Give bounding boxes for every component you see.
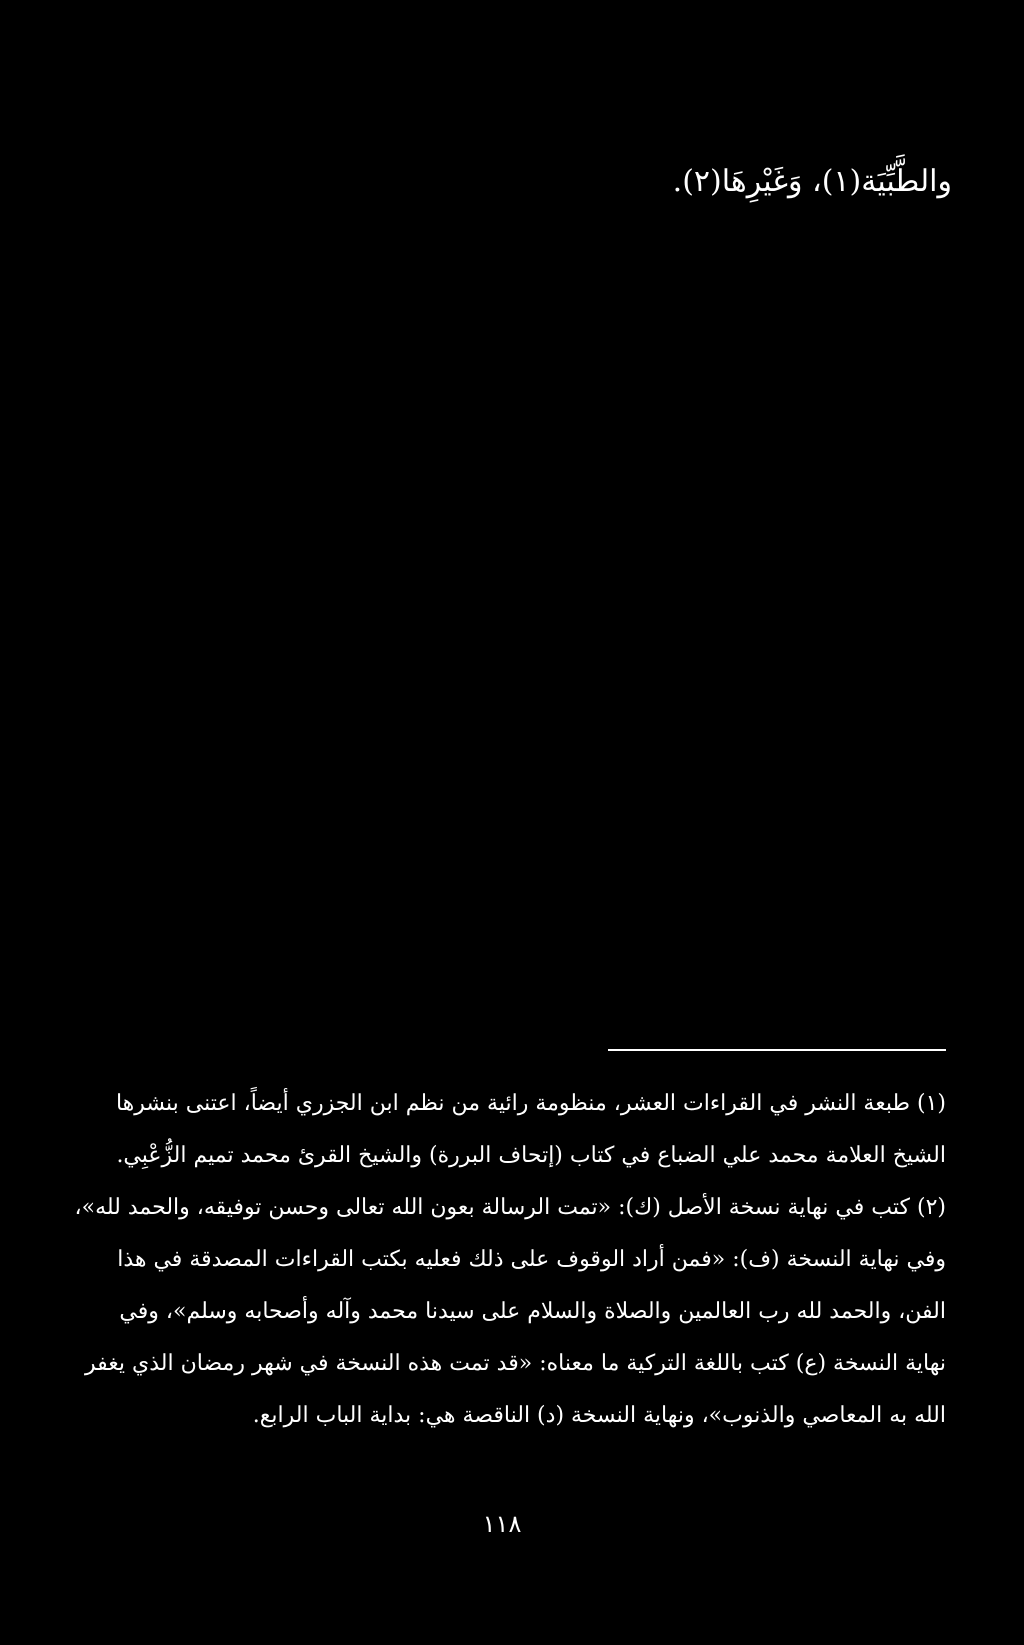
footnote-marker: (١): [916, 1091, 946, 1116]
footnotes: [72, 1078, 946, 1442]
footnote-1: [72, 1078, 946, 1182]
footnote-2: [72, 1182, 946, 1442]
footnote-marker: (٢): [916, 1195, 946, 1220]
footnote-text: طبعة النشر في القراءات العشر، منظومة رائية من نظم ابن الجزري أيضاً، اعتنى بنشرها الشيخ العلامة محمد علي الضباع في كتاب (إتحاف البررة) والشيخ القرئ محمد تميم الزُّعْبِي.: [115, 1091, 946, 1168]
body-text: [72, 160, 952, 204]
footnote-separator: [608, 1049, 946, 1051]
footnote-text: كتب في نهاية نسخة الأصل (ك): «تمت الرسالة بعون الله تعالى وحسن توفيقه، والحمد لله»، وفي نهاية النسخة (ف): «فمن أراد الوقوف على ذلك فعليه بكتب القراءات المصدقة في هذا الفن، والحمد لله رب العالمين والصلاة والسلام على سيدنا محمد وآله وأصحابه وسلم»، وفي نهاية النسخة (ع) كتب باللغة التركية ما معناه: «قد تمت هذه النسخة في شهر رمضان الذي يغفر الله به المعاصي والذنوب»، ونهاية النسخة (د) الناقصة هي: بداية الباب الرابع.: [74, 1195, 946, 1428]
page-number: ١١٨: [482, 1510, 522, 1538]
body-line: والطَّبِّيَة(١)، وَغَيْرِهَا(٢).: [672, 164, 952, 199]
